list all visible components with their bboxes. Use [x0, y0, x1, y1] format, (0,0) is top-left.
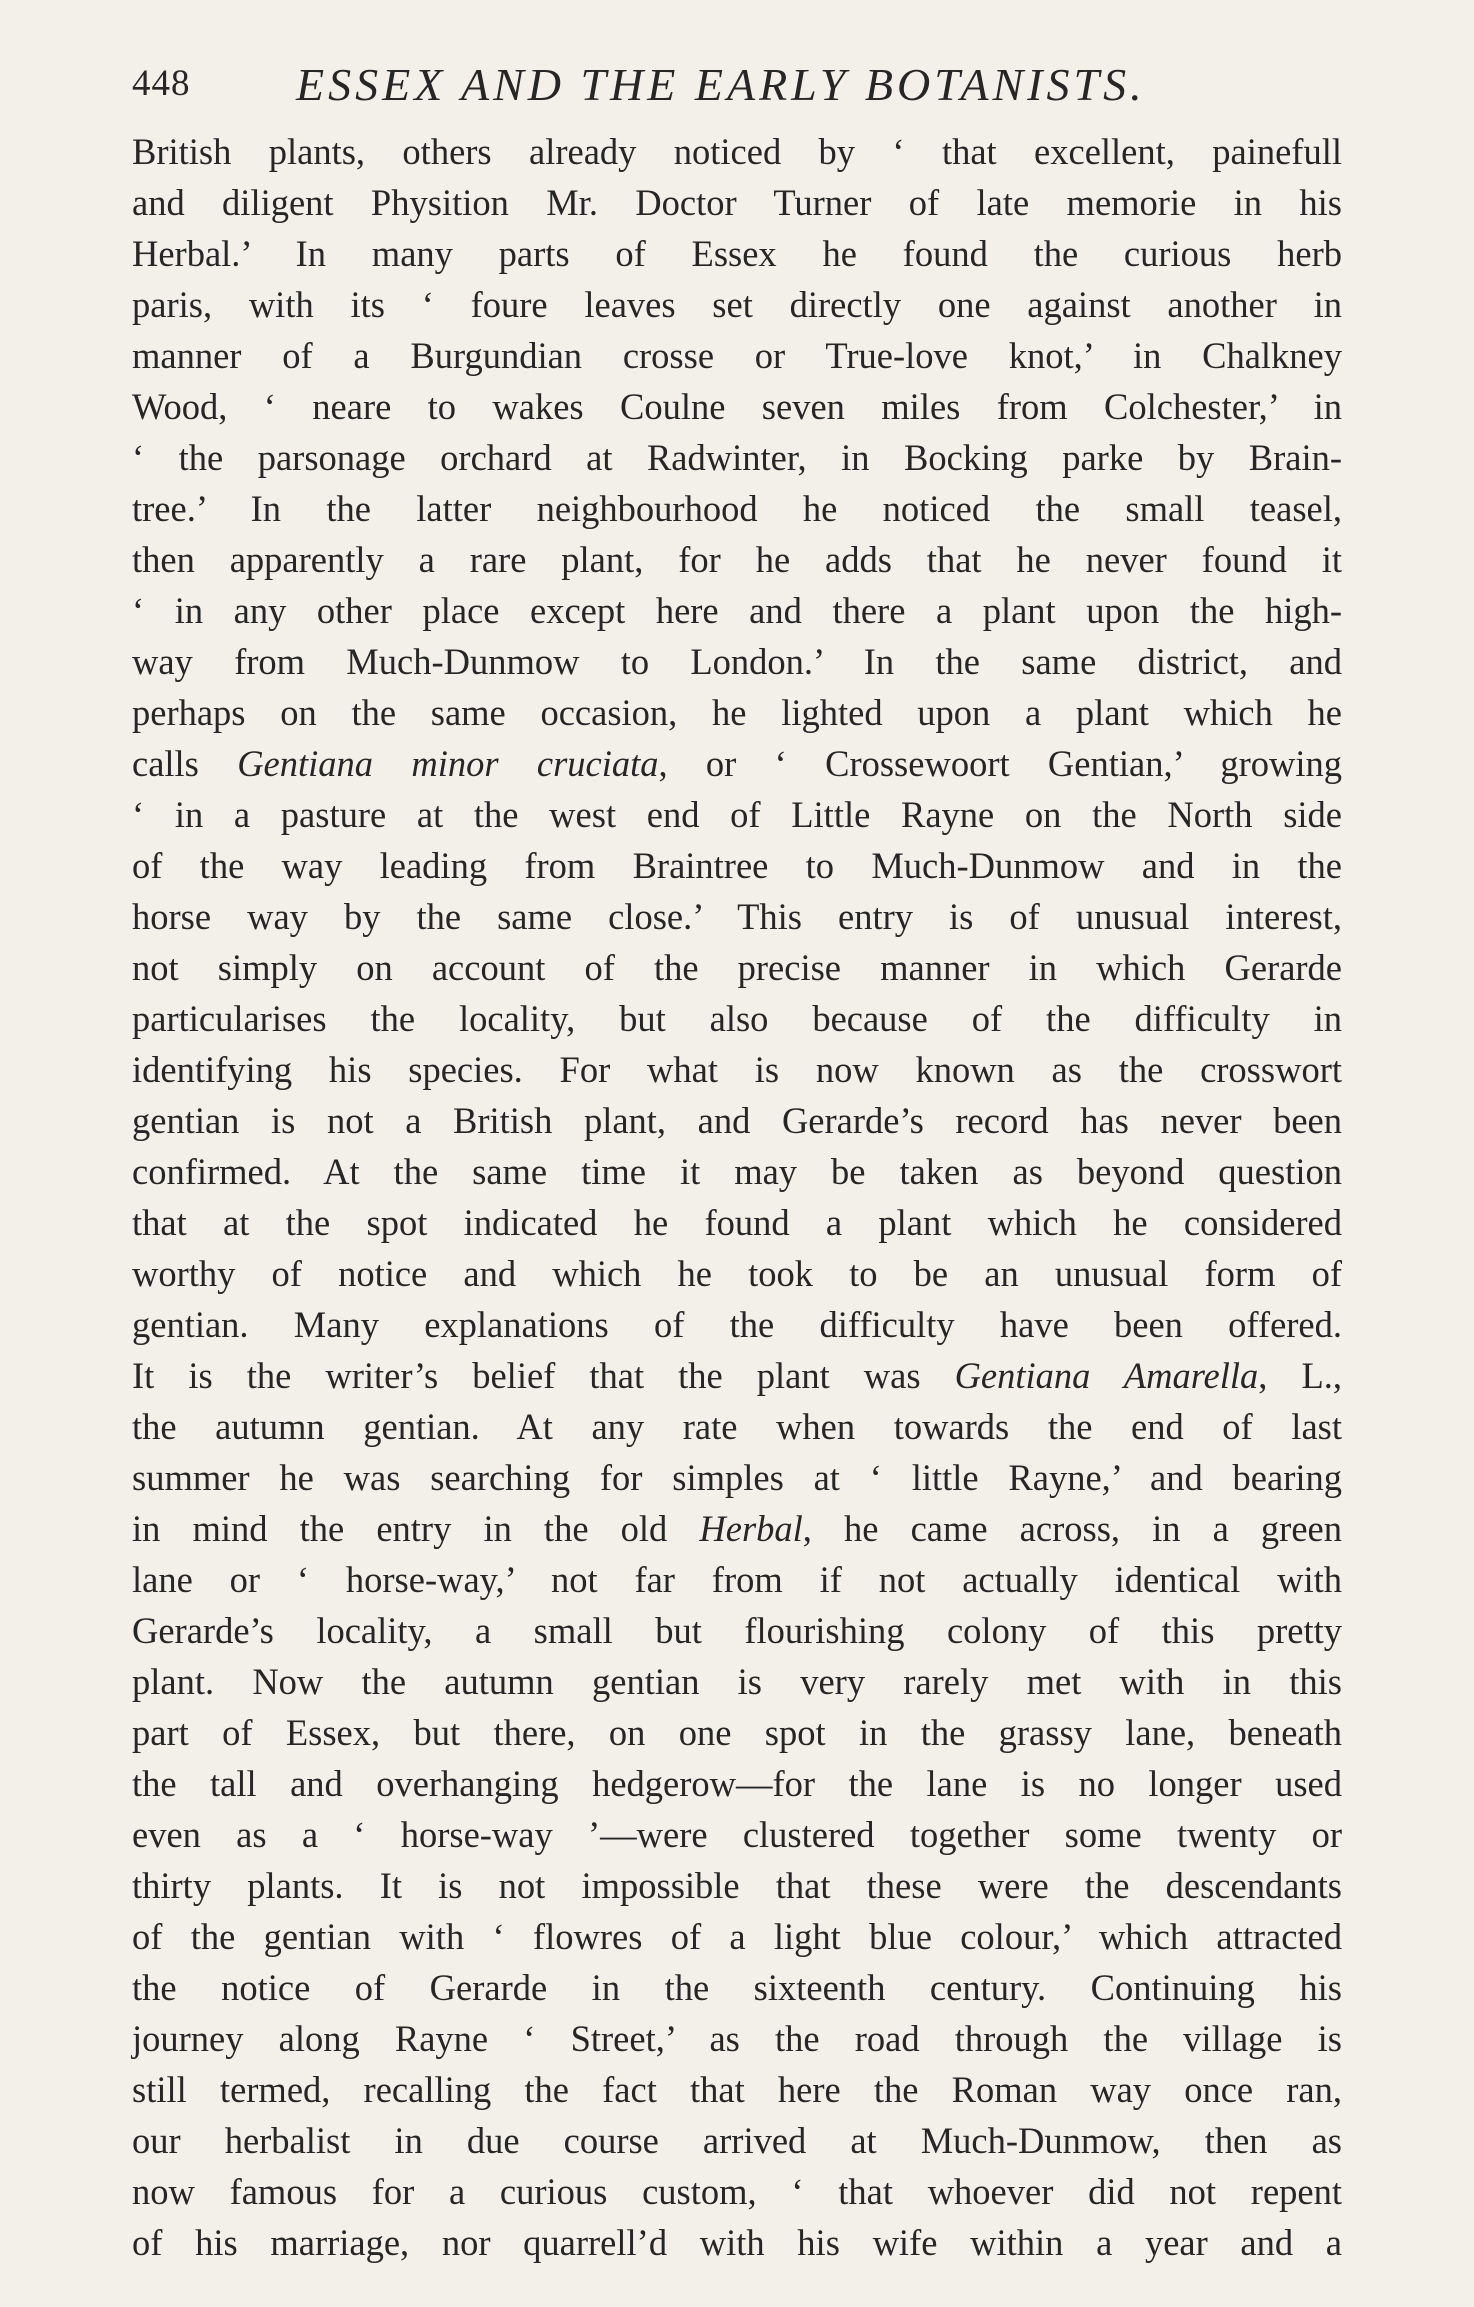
- line-text: of his marriage, nor quarrell’d with his wife within a year and a: [132, 2222, 1342, 2263]
- text-line: [132, 1299, 1342, 1350]
- text-line: [132, 330, 1342, 381]
- line-text: confirmed. At the same time it may be taken as beyond question: [132, 1151, 1342, 1192]
- running-header: [132, 58, 1342, 122]
- line-text: way from Much-Dunmow to London.’ In the same district, and: [132, 641, 1342, 682]
- page-number: 448: [132, 63, 191, 104]
- line-text: then apparently a rare plant, for he adds that he never found it: [132, 539, 1342, 580]
- text-line: [132, 738, 1342, 789]
- text-line: [132, 2217, 1342, 2268]
- text-line: [132, 1758, 1342, 1809]
- line-text: , he came across, in a green: [802, 1508, 1342, 1549]
- line-text: tree.’ In the latter neighbourhood he noticed the small teasel,: [132, 488, 1342, 529]
- line-text: that at the spot indicated he found a plant which he considered: [132, 1202, 1342, 1243]
- line-text: part of Essex, but there, on one spot in the grassy lane, beneath: [132, 1712, 1342, 1753]
- text-line: [132, 1962, 1342, 2013]
- line-text: of the way leading from Braintree to Much-Dunmow and in the: [132, 845, 1342, 886]
- line-text: our herbalist in due course arrived at Much-Dunmow, then as: [132, 2120, 1342, 2161]
- text-line: [132, 687, 1342, 738]
- line-text: ‘ in a pasture at the west end of Little Rayne on the North side: [132, 794, 1342, 835]
- text-line: [132, 636, 1342, 687]
- text-line: [132, 1350, 1342, 1401]
- text-line: [132, 1095, 1342, 1146]
- line-text: , L.,: [1258, 1355, 1343, 1396]
- line-text: horse way by the same close.’ This entry is of unusual interest,: [132, 896, 1342, 937]
- text-line: [132, 1911, 1342, 1962]
- text-line: [132, 1656, 1342, 1707]
- text-line: [132, 2115, 1342, 2166]
- line-text: journey along Rayne ‘ Street,’ as the road through the village is: [132, 2018, 1342, 2059]
- line-text: paris, with its ‘ foure leaves set directly one against another in: [132, 284, 1342, 325]
- line-text: Wood, ‘ neare to wakes Coulne seven miles from Colchester,’ in: [132, 386, 1342, 427]
- line-text: gentian. Many explanations of the difficulty have been offered.: [132, 1304, 1342, 1345]
- line-text: , or ‘ Crossewoort Gentian,’ growing: [658, 743, 1342, 784]
- line-text: ‘ in any other place except here and there a plant upon the high-: [132, 590, 1342, 631]
- text-line: [132, 789, 1342, 840]
- text-line: [132, 1707, 1342, 1758]
- text-line: [132, 1248, 1342, 1299]
- text-line: [132, 2013, 1342, 2064]
- line-text: plant. Now the autumn gentian is very rarely met with in this: [132, 1661, 1342, 1702]
- text-line: [132, 942, 1342, 993]
- text-line: [132, 534, 1342, 585]
- text-line: [132, 2064, 1342, 2115]
- running-title: ESSEX AND THE EARLY BOTANISTS.: [296, 59, 1146, 110]
- line-text: lane or ‘ horse-way,’ not far from if not actually identical with: [132, 1559, 1342, 1600]
- line-text: the autumn gentian. At any rate when towards the end of last: [132, 1406, 1342, 1447]
- line-text: and diligent Physition Mr. Doctor Turner of late memorie in his: [132, 182, 1342, 223]
- line-text: now famous for a curious custom, ‘ that whoever did not repent: [132, 2171, 1342, 2212]
- text-line: [132, 432, 1342, 483]
- text-line: [132, 279, 1342, 330]
- line-text: still termed, recalling the fact that here the Roman way once ran,: [132, 2069, 1342, 2110]
- line-text: Gerarde’s locality, a small but flourishing colony of this pretty: [132, 1610, 1342, 1651]
- italic-text: Gentiana Amarella: [954, 1355, 1259, 1396]
- line-text: manner of a Burgundian crosse or True-love knot,’ in Chalkney: [132, 335, 1342, 376]
- text-line: [132, 840, 1342, 891]
- line-text: worthy of notice and which he took to be an unusual form of: [132, 1253, 1342, 1294]
- line-text: the notice of Gerarde in the sixteenth century. Continuing his: [132, 1967, 1342, 2008]
- text-line: [132, 1146, 1342, 1197]
- line-text: in mind the entry in the old: [132, 1508, 700, 1549]
- line-text: even as a ‘ horse-way ’—were clustered together some twenty or: [132, 1814, 1342, 1855]
- text-line: [132, 1044, 1342, 1095]
- line-text: perhaps on the same occasion, he lighted upon a plant which he: [132, 692, 1342, 733]
- line-text: Herbal.’ In many parts of Essex he found the curious herb: [132, 233, 1342, 274]
- line-text: gentian is not a British plant, and Gerarde’s record has never been: [132, 1100, 1342, 1141]
- line-text: summer he was searching for simples at ‘ little Rayne,’ and bearing: [132, 1457, 1342, 1498]
- line-text: calls: [132, 743, 238, 784]
- text-line: [132, 177, 1342, 228]
- line-text: identifying his species. For what is now known as the crosswort: [132, 1049, 1342, 1090]
- text-line: [132, 993, 1342, 1044]
- line-text: British plants, others already noticed by ‘ that excellent, painefull: [132, 131, 1342, 172]
- line-text: the tall and overhanging hedgerow—for the lane is no longer used: [132, 1763, 1342, 1804]
- text-line: [132, 228, 1342, 279]
- text-line: [132, 1503, 1342, 1554]
- line-text: particularises the locality, but also because of the difficulty in: [132, 998, 1342, 1039]
- text-line: [132, 585, 1342, 636]
- text-line: [132, 1554, 1342, 1605]
- text-line: [132, 1452, 1342, 1503]
- text-line: [132, 2166, 1342, 2217]
- italic-text: Herbal: [699, 1508, 803, 1549]
- text-line: [132, 1197, 1342, 1248]
- text-line: [132, 381, 1342, 432]
- text-line: [132, 483, 1342, 534]
- line-text: not simply on account of the precise manner in which Gerarde: [132, 947, 1342, 988]
- line-text: It is the writer’s belief that the plant was: [132, 1355, 955, 1396]
- text-line: [132, 126, 1342, 177]
- text-line: [132, 1809, 1342, 1860]
- text-line: [132, 1860, 1342, 1911]
- body-paragraph: [132, 126, 1342, 2268]
- line-text: thirty plants. It is not impossible that these were the descendants: [132, 1865, 1342, 1906]
- italic-text: Gentiana minor cruciata: [237, 743, 659, 784]
- line-text: of the gentian with ‘ flowres of a light blue colour,’ which attracted: [132, 1916, 1342, 1957]
- line-text: ‘ the parsonage orchard at Radwinter, in Bocking parke by Brain-: [132, 437, 1342, 478]
- text-line: [132, 891, 1342, 942]
- text-line: [132, 1401, 1342, 1452]
- text-line: [132, 1605, 1342, 1656]
